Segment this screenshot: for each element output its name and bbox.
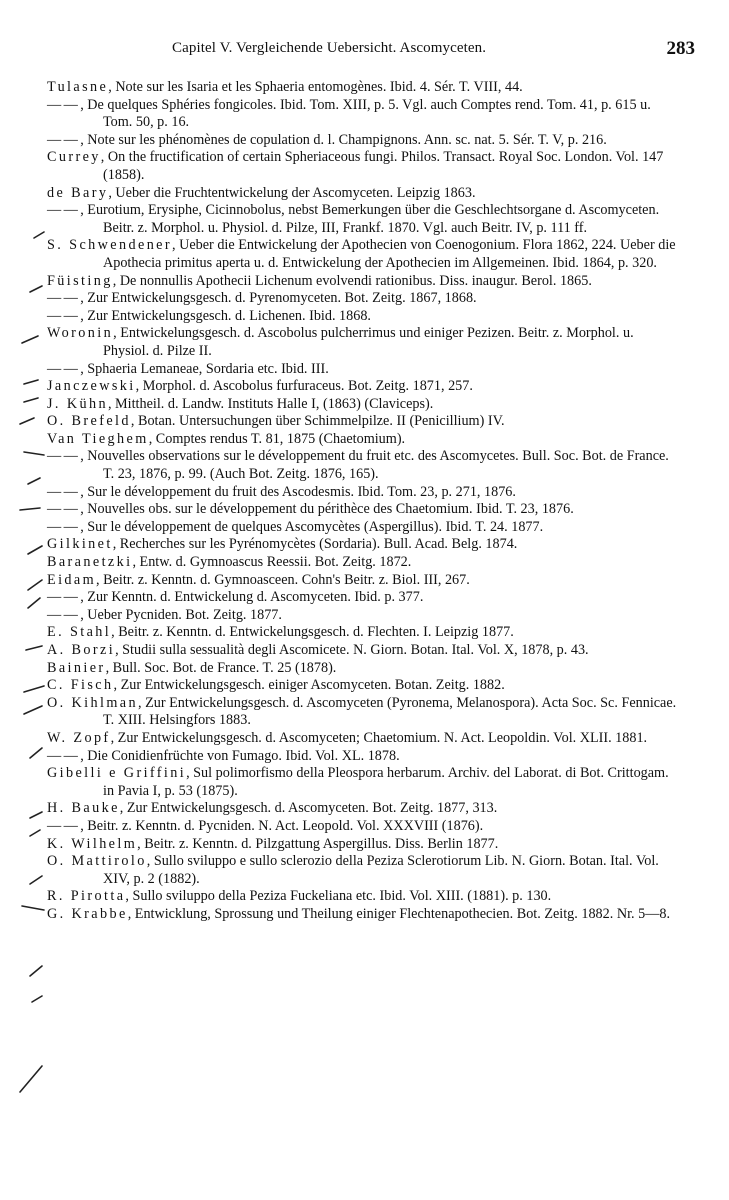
reference-entry xyxy=(0,730,683,748)
reference-entry xyxy=(0,536,683,554)
reference-entry xyxy=(0,431,683,449)
reference-text: , Note sur les Isaria et les Sphaeria entomogènes. Ibid. 4. Sér. T. VIII, 44. xyxy=(108,79,523,95)
reference-entry xyxy=(0,396,683,414)
reference-author: Eidam xyxy=(47,571,97,588)
reference-entry xyxy=(0,361,683,379)
reference-text: , Beitr. z. Kenntn. d. Gymnoasceen. Cohn's Beitr. z. Biol. III, 267. xyxy=(96,571,470,588)
reference-text: , Entwickelungsgesch. d. Ascobolus pulcherrimus und einiger Pezizen. Beitr. z. Morphol. u. Physiol. d. Pilze II. xyxy=(103,325,634,359)
reference-entry xyxy=(0,132,683,150)
reference-author: Gilkinet xyxy=(47,536,113,553)
reference-author: O. Kihlman xyxy=(47,694,138,711)
reference-author: —— xyxy=(47,589,81,606)
reference-text: , De quelques Sphéries fongicoles. Ibid. Tom. XIII, p. 5. Vgl. auch Comptes rend. Tom. 41, p. 615 u. Tom. 50, p. 16. xyxy=(80,96,651,131)
reference-entry xyxy=(0,519,683,537)
reference-entry xyxy=(0,836,683,854)
reference-author: Woronin xyxy=(47,325,114,342)
reference-text: , Ueber Pycniden. Bot. Zeitg. 1877. xyxy=(80,606,282,623)
reference-text: , Zur Kenntn. d. Entwickelung d. Ascomyceten. Ibid. p. 377. xyxy=(80,589,424,606)
reference-entry xyxy=(0,748,683,766)
reference-entry xyxy=(0,237,683,272)
reference-text: , Nouvelles observations sur le développement du fruit etc. des Ascomycetes. Bull. Soc. Bot. de France. T. 23, 1876, p. 99. (Auch Bot. Zeitg. 1876, 165). xyxy=(80,448,669,483)
reference-entry xyxy=(0,906,683,924)
reference-entry xyxy=(0,589,683,607)
reference-text: , Zur Entwickelungsgesch. d. Ascomyceten. Bot. Zeitg. 1877, 313. xyxy=(119,800,498,817)
reference-author: —— xyxy=(47,96,81,113)
reference-text: , Note sur les phénomènes de copulation d. l. Champignons. Ann. sc. nat. 5. Sér. T. V, p. 216. xyxy=(80,131,607,148)
reference-author: G. Krabbe xyxy=(47,905,128,922)
reference-text: , Sphaeria Lemaneae, Sordaria etc. Ibid. III. xyxy=(80,360,329,377)
reference-author: W. Zopf xyxy=(47,729,111,746)
reference-text: , Sur le développement du fruit des Ascodesmis. Ibid. Tom. 23, p. 271, 1876. xyxy=(80,483,516,500)
reference-text: , Mittheil. d. Landw. Instituts Halle I, (1863) (Claviceps). xyxy=(107,395,434,412)
reference-author: —— xyxy=(47,290,81,307)
reference-text: , Entw. d. Gymnoascus Reessii. Bot. Zeitg. 1872. xyxy=(132,554,412,571)
reference-text: , Zur Entwickelungsgesch. d. Ascomyceten (Pyronema, Melanospora). Acta Soc. Sc. Fennicae. T. XIII. Helsingfors 1883. xyxy=(103,694,677,729)
reference-text: , Morphol. d. Ascobolus furfuraceus. Bot. Zeitg. 1871, 257. xyxy=(135,378,473,395)
running-head: Capitel V. Vergleichende Uebersicht. Ascomyceten. xyxy=(172,40,487,56)
reference-entry xyxy=(0,853,683,888)
reference-entry xyxy=(0,185,683,203)
reference-text: , Entwicklung, Sprossung und Theilung einiger Flechtenapothecien. Bot. Zeitg. 1882. Nr. 5—8. xyxy=(127,905,671,922)
reference-author: —— xyxy=(47,448,81,465)
reference-author: K. Wilhelm xyxy=(47,835,138,852)
reference-entry xyxy=(0,273,683,291)
reference-entry xyxy=(0,572,683,590)
reference-entry xyxy=(0,642,683,660)
reference-author: —— xyxy=(47,606,81,623)
reference-author: Füisting xyxy=(47,272,113,289)
reference-entry xyxy=(0,202,683,237)
reference-list xyxy=(0,79,729,924)
reference-author: —— xyxy=(47,202,81,219)
reference-author: C. Fisch xyxy=(47,677,114,694)
reference-author: Gibelli e Griffini xyxy=(47,765,187,782)
reference-entry xyxy=(0,308,683,326)
reference-entry xyxy=(0,695,683,730)
reference-text: , Eurotium, Erysiphe, Cicinnobolus, nebst Bemerkungen über die Geschlechtsorgane d. Ascomyceten. Beitr. z. Morphol. u. Physiol. d. Pilze, III, Frankf. 1870. Vgl. auch Beitr. IV, p. 111 ff. xyxy=(80,202,660,236)
reference-author: A. Borzi xyxy=(47,642,116,658)
reference-text: , Beitr. z. Kenntn. d. Pilzgattung Aspergillus. Diss. Berlin 1877. xyxy=(137,835,499,852)
reference-entry xyxy=(0,325,683,360)
reference-text: , Beitr. z. Kenntn. d. Pycniden. N. Act. Leopold. Vol. XXXVIII (1876). xyxy=(80,817,484,834)
reference-entry xyxy=(0,624,683,642)
reference-text: , Studii sulla sessualità degli Ascomicete. N. Giorn. Botan. Ital. Vol. X, 1878, p. 43. xyxy=(115,642,589,658)
reference-text: , Ueber die Fruchtentwickelung der Ascomyceten. Leipzig 1863. xyxy=(108,184,476,201)
reference-author: —— xyxy=(47,518,81,535)
reference-author: J. Kühn xyxy=(47,395,108,412)
reference-author: O. Brefeld xyxy=(47,413,131,430)
reference-entry xyxy=(0,448,683,483)
reference-text: , Sur le développement de quelques Ascomycètes (Aspergillus). Ibid. T. 24. 1877. xyxy=(80,518,544,535)
reference-entry xyxy=(0,484,683,502)
reference-entry xyxy=(0,660,683,678)
reference-author: Tulasne xyxy=(47,79,109,95)
reference-entry xyxy=(0,413,683,431)
reference-text: , Recherches sur les Pyrénomycètes (Sordaria). Bull. Acad. Belg. 1874. xyxy=(112,536,518,553)
reference-author: E. Stahl xyxy=(47,624,112,641)
reference-entry xyxy=(0,765,683,800)
reference-entry xyxy=(0,378,683,396)
reference-text: , Zur Entwickelungsgesch. einiger Ascomyceten. Botan. Zeitg. 1882. xyxy=(113,677,505,694)
reference-author: —— xyxy=(47,307,81,324)
reference-text: , Sullo sviluppo della Peziza Fuckeliana etc. Ibid. Vol. XIII. (1881). p. 130. xyxy=(125,888,552,905)
reference-text: , Botan. Untersuchungen über Schimmelpilze. II (Penicillium) IV. xyxy=(130,413,505,430)
reference-text: , Sul polimorfismo della Pleospora herbarum. Archiv. del Laborat. di Bot. Crittogam. in Pavia I, p. 53 (1875). xyxy=(103,765,669,799)
reference-text: , Bull. Soc. Bot. de France. T. 25 (1878). xyxy=(105,659,337,676)
reference-entry xyxy=(0,888,683,906)
reference-author: Baranetzki xyxy=(47,554,133,571)
reference-author: Currey xyxy=(47,149,101,166)
reference-author: Janczewski xyxy=(47,378,136,395)
reference-author: H. Bauke xyxy=(47,800,120,817)
page-header xyxy=(40,38,695,62)
reference-author: O. Mattirolo xyxy=(47,853,147,870)
reference-text: , Beitr. z. Kenntn. d. Entwickelungsgesch. d. Flechten. I. Leipzig 1877. xyxy=(111,624,514,641)
reference-author: —— xyxy=(47,747,81,764)
reference-entry xyxy=(0,800,683,818)
reference-author: —— xyxy=(47,483,81,500)
reference-author: Van Tieghem xyxy=(47,430,149,447)
reference-entry xyxy=(0,818,683,836)
reference-author: de Bary xyxy=(47,184,109,201)
reference-text: , De nonnullis Apothecii Lichenum evolvendi rationibus. Diss. inaugur. Berol. 1865. xyxy=(112,272,592,289)
reference-text: , Die Conidienfrüchte von Fumago. Ibid. Vol. XL. 1878. xyxy=(80,747,400,764)
reference-author: Bainier xyxy=(47,659,106,676)
reference-text: , Zur Entwickelungsgesch. d. Pyrenomyceten. Bot. Zeitg. 1867, 1868. xyxy=(80,290,477,307)
reference-author: —— xyxy=(47,131,81,148)
reference-author: —— xyxy=(47,360,81,377)
reference-author: —— xyxy=(47,501,81,518)
reference-text: , Zur Entwickelungsgesch. d. Ascomyceten; Chaetomium. N. Act. Leopoldin. Vol. XLII. 1881. xyxy=(110,729,648,746)
reference-text: , Zur Entwickelungsgesch. d. Lichenen. Ibid. 1868. xyxy=(80,307,371,324)
reference-entry xyxy=(0,607,683,625)
reference-entry xyxy=(0,149,683,184)
reference-entry xyxy=(0,554,683,572)
reference-text: , Comptes rendus T. 81, 1875 (Chaetomium). xyxy=(148,430,406,447)
reference-entry xyxy=(0,79,683,97)
reference-entry xyxy=(0,290,683,308)
reference-entry xyxy=(0,501,683,519)
reference-text: , Sullo sviluppo e sullo sclerozio della Peziza Sclerotiorum Lib. N. Giorn. Botan. Ital. Vol. XIV, p. 2 (1882). xyxy=(103,853,659,887)
page-number: 283 xyxy=(666,38,695,59)
reference-author: R. Pirotta xyxy=(47,888,126,905)
reference-entry xyxy=(0,677,683,695)
reference-entry xyxy=(0,97,683,132)
reference-text: , On the fructification of certain Spheriaceous fungi. Philos. Transact. Royal Soc. London. Vol. 147 (1858). xyxy=(100,149,664,183)
reference-author: —— xyxy=(47,817,81,834)
reference-author: S. Schwendener xyxy=(47,237,173,254)
reference-text: , Nouvelles obs. sur le développement du périthèce des Chaetomium. Ibid. T. 23, 1876. xyxy=(80,501,574,518)
reference-text: , Ueber die Entwickelung der Apothecien von Coenogonium. Flora 1862, 224. Ueber die Apothecia primitus aperta u. d. Entwickelung der Apothecien im Allgemeinen. Ibid. 1864, p. 320. xyxy=(103,237,676,271)
